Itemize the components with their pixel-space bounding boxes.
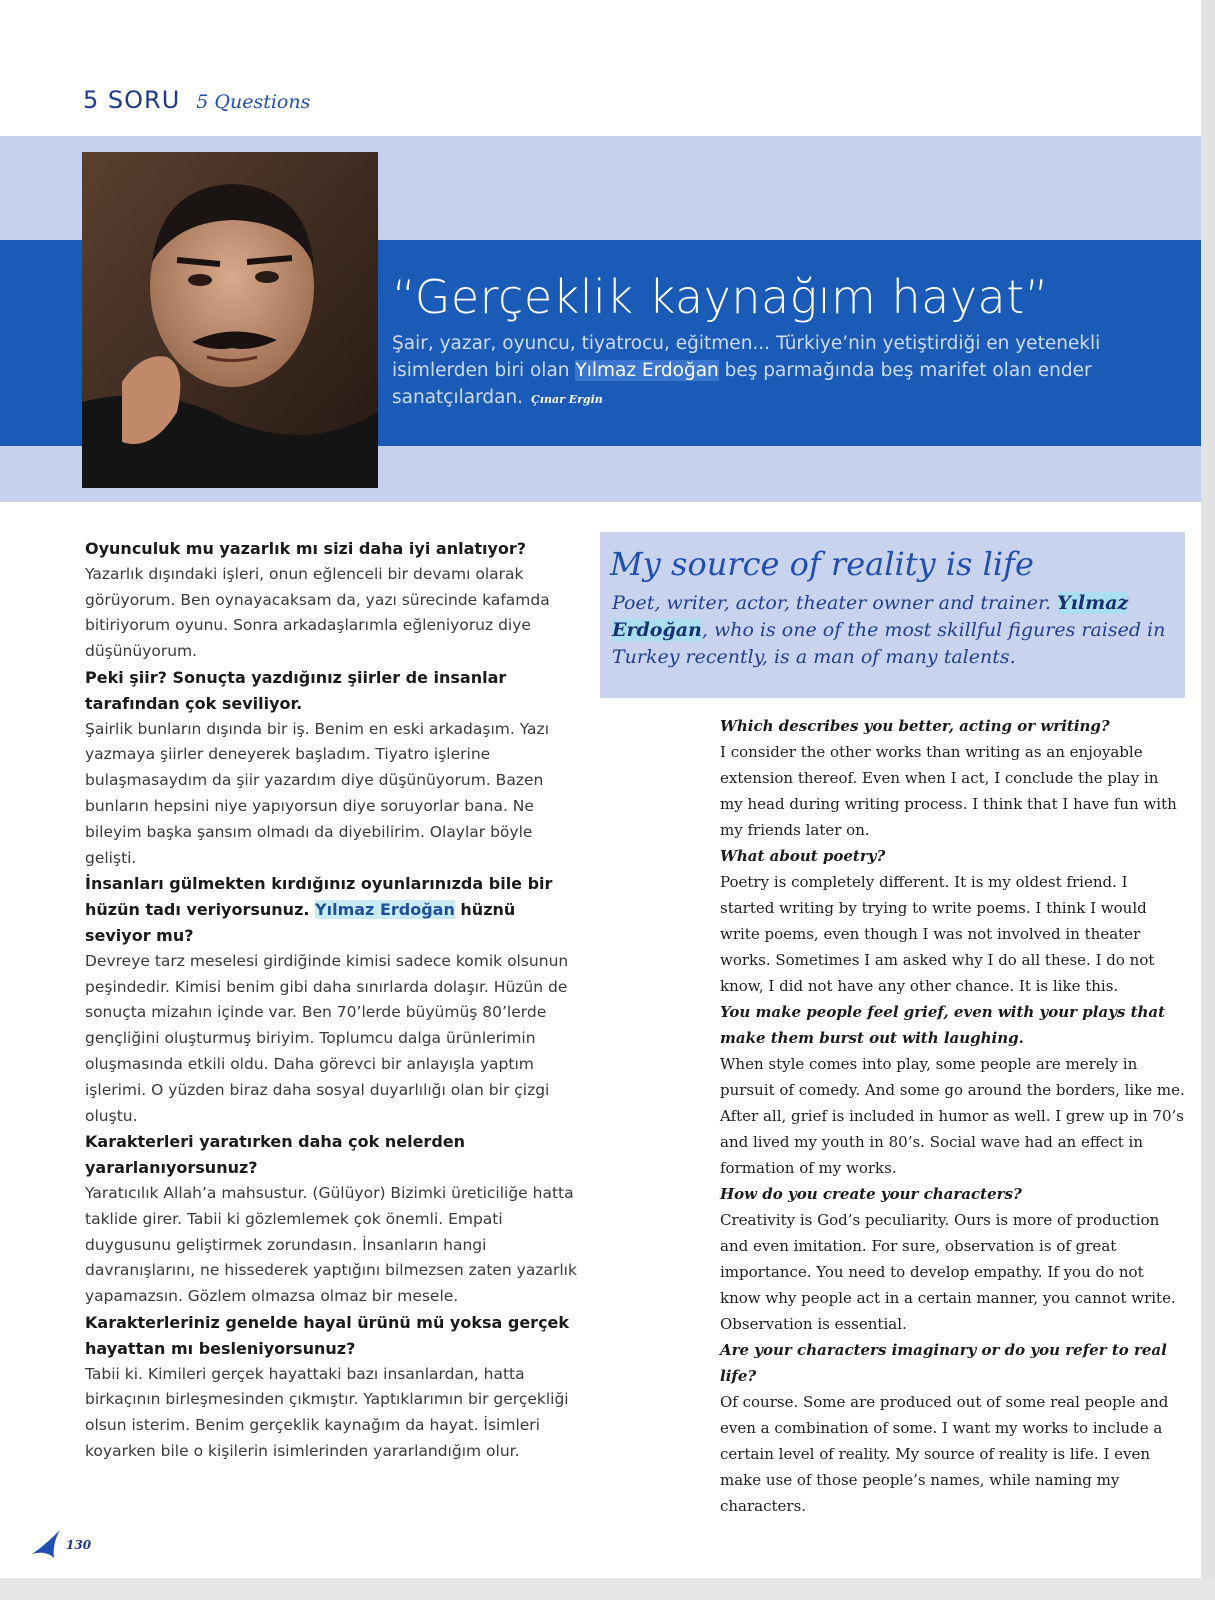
tr-question-2: Peki şiir? Sonuçta yazdığınız şiirler de insanlar tarafından çok seviliyor. (85, 667, 507, 713)
scan-edge-right (1201, 0, 1215, 1600)
en-question-3: You make people feel grief, even with your plays that make them burst out with laughing. (720, 1003, 1166, 1047)
english-interview-column (720, 713, 1185, 1519)
en-question-4: How do you create your characters? (720, 1185, 1022, 1203)
english-subtitle-text: Poet, writer, actor, theater owner and trainer. (612, 592, 1058, 614)
english-subtitle-text-2: , who is one of the most skillful figures raised in Turkey recently, is a man of many talents. (612, 619, 1166, 668)
portrait-illustration (82, 152, 378, 488)
en-answer-2: Poetry is completely different. It is my oldest friend. I started writing by trying to write poems. I think I would write poems, even though I was not involved in theater works. Sometimes I am asked why I do all these. I do not know, I did not have any other chance. It is like this. (720, 873, 1155, 995)
scan-edge-bottom (0, 1578, 1215, 1600)
section-header (83, 86, 310, 114)
section-label: 5 SORU (83, 86, 181, 114)
hero-title: “Gerçeklik kaynağım hayat” (392, 270, 1050, 324)
folio (30, 1528, 91, 1562)
page-number: 130 (66, 1538, 92, 1552)
tr-question-4: Karakterleri yaratırken daha çok nelerden yararlanıyorsunuz? (85, 1132, 466, 1178)
hero-subtitle-text: Şair, yazar, oyuncu, tiyatrocu, eğitmen... Türkiye’nin yetiştirdiği en yetenekli isimlerden biri olan (392, 333, 1101, 381)
en-question-5: Are your characters imaginary or do you refer to real life? (720, 1341, 1167, 1385)
tr-question-3-text-2: hüznü seviyor mu? (85, 900, 516, 945)
tr-answer-5: Tabii ki. Kimileri gerçek hayattaki bazı insanlardan, hatta birkaçının birleşmesinden çıkmıştır. Yaptıklarımın bir gerçekliği olsun isterim. Benim gerçeklik kaynağım da hayat. İsimleri koyarken bile o kişilerin isimlerinden yararlandığım olur. (85, 1364, 569, 1460)
hero-subtitle (392, 330, 1182, 413)
en-answer-3: When style comes into play, some people are merely in pursuit of comedy. And some go around the borders, like me. After all, grief is included in humor as well. I grew up in 70’s and lived my youth in 80’s. Social wave had an effect in formation of my works. (720, 1055, 1185, 1177)
en-answer-5: Of course. Some are produced out of some real people and even a combination of some. I want my works to include a certain level of reality. My source of reality is life. I even make use of those people’s names, while naming my characters. (720, 1393, 1169, 1515)
byline: Çınar Ergin (531, 393, 603, 406)
tr-question-5: Karakterleriniz genelde hayal ürünü mü yoksa gerçek hayattan mı besleniyorsunuz? (85, 1312, 570, 1358)
tr-answer-3: Devreye tarz meselesi girdiğinde kimisi sadece komik olsunun peşindedir. Kimisi benim gibi daha sınırlarda dolaşır. Hüzün de sonuçta mizahın içinde var. Ben 70’lerde büyümüş 80’lerde gençliğini oluşturmuş biriyim. Toplumcu dalga ürünlerimin oluşmasında etkili oldu. Daha görevci bir anlayışla yaptım işlerimi. O yüzden biraz daha sosyal duyarlılığı olan bir çizgi oluştu. (85, 951, 569, 1125)
english-subtitle-highlight: Yılmaz Erdoğan (612, 592, 1129, 641)
hero-subtitle-text-2: beş parmağında beş marifet olan ender sanatçılardan. (392, 360, 1092, 408)
english-subtitle (612, 590, 1177, 671)
tr-question-3-highlight: Yılmaz Erdoğan (315, 900, 455, 920)
tr-question-1: Oyunculuk mu yazarlık mı sizi daha iyi anlatıyor? (85, 539, 527, 558)
tr-question-3 (85, 871, 580, 948)
en-answer-1: I consider the other works than writing as an enjoyable extension thereof. Even when I act, I conclude the play in my head during writing process. I think that I have fun with my friends later on. (720, 743, 1177, 839)
en-answer-4: Creativity is God’s peculiarity. Ours is more of production and even imitation. For sure, observation is of great importance. You need to develop empathy. If you do not know why people act in a certain manner, you cannot write. Observation is essential. (720, 1211, 1176, 1333)
section-label-en: 5 Questions (196, 91, 311, 113)
en-question-1: Which describes you better, acting or writing? (720, 717, 1110, 735)
tr-answer-4: Yaratıcılık Allah’a mahsustur. (Gülüyor) Bizimki üreticiliğe hatta taklide girer. Tabii ki gözlemlemek çok önemli. Empati duygusunu geliştirmek zorundasın. İnsanların hangi davranışlarını, ne hissederek yaptığını bilmezsen zaten yazarlık yapamazsın. Gözlem olmazsa olmaz bir mesele. (85, 1183, 577, 1306)
tr-question-3-text: İnsanları gülmekten kırdığınız oyunlarınızda bile bir hüzün tadı veriyorsunuz. (85, 874, 553, 920)
english-title: My source of reality is life (610, 545, 1034, 583)
turkish-interview-column (85, 536, 580, 1465)
portrait-photo (82, 152, 378, 488)
tr-answer-2: Şairlik bunların dışında bir iş. Benim en eski arkadaşım. Yazı yazmaya şiirler deneyerek başladım. Tiyatro işlerine bulaşmasaydım da şiir yazardım diye düşünüyorum. Bazen bunların hepsini niye yapıyorsun diye soruyorlar bana. Ne bileyim başka şansım olmadı da diyebilirim. Olaylar böyle gelişti. (85, 719, 550, 867)
bird-logo-icon (30, 1528, 62, 1562)
tr-answer-1: Yazarlık dışındaki işleri, onun eğlenceli bir devamı olarak görüyorum. Ben oynayacaksam da, yazı sürecinde kafamda bitiriyorum oyunu. Sonra arkadaşlarımla eğleniyoruz diye düşünüyorum. (85, 564, 550, 661)
en-question-2: What about poetry? (720, 847, 886, 865)
hero-subtitle-highlight: Yılmaz Erdoğan (575, 360, 719, 381)
